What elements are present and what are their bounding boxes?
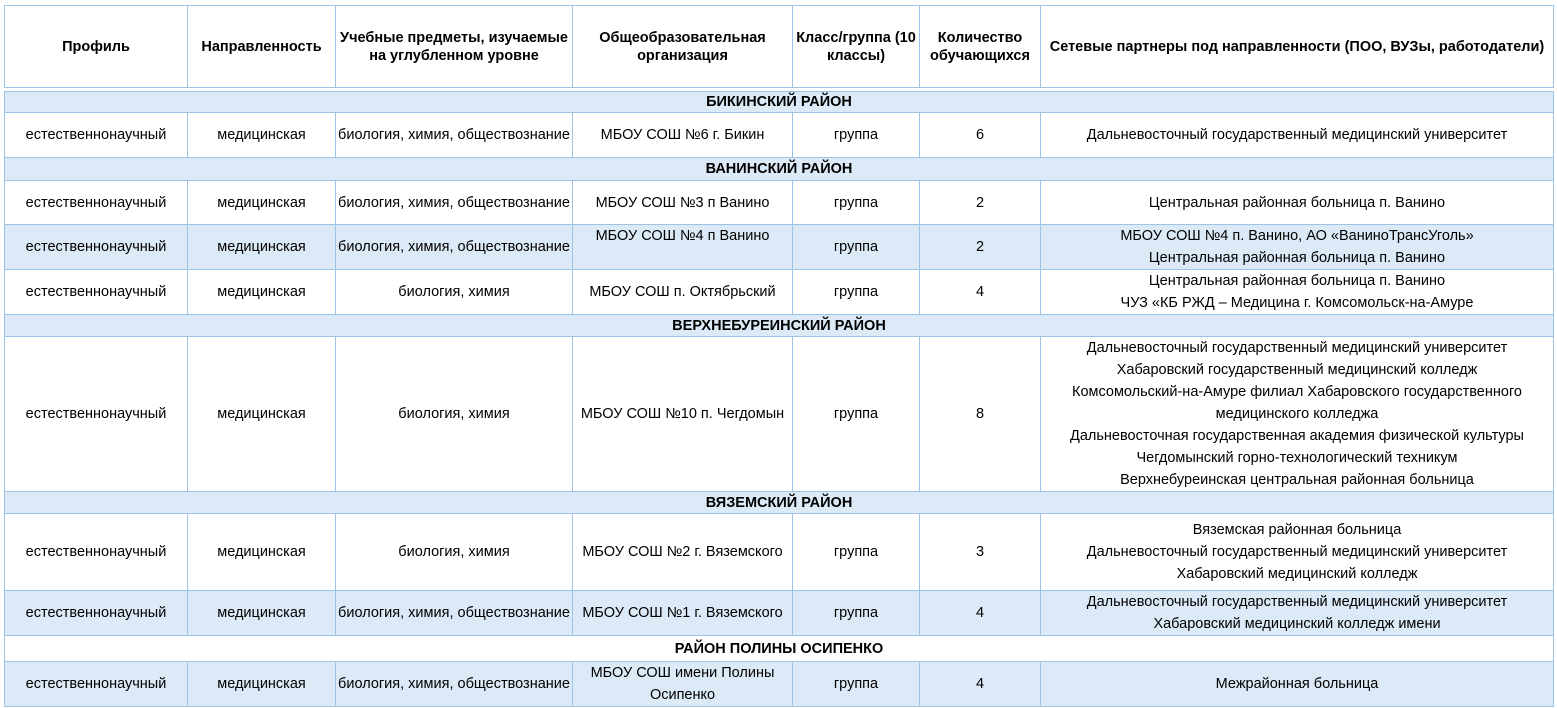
cell-group: группа [793,337,920,492]
cell-count: 8 [920,337,1041,492]
cell-partners [1041,662,1554,707]
cell-subjects: биология, химия, обществознание [336,662,573,707]
cell-partners [1041,270,1554,315]
cell-profile: естественнонаучный [5,591,188,636]
cell-organization: МБОУ СОШ №3 п Ванино [573,181,793,225]
cell-group: группа [793,113,920,158]
district-name: ВЯЗЕМСКИЙ РАЙОН [5,492,1554,514]
cell-organization: МБОУ СОШ №4 п Ванино [573,225,793,270]
partner-line: Вяземская районная больница [1192,522,1402,538]
partner-line: медицинского колледжа [1215,406,1379,422]
cell-subjects: биология, химия, обществознание [336,591,573,636]
table-row [5,662,1554,707]
partner-line: Хабаровский медицинский колледж [1176,566,1418,582]
header-class-group: Класс/группа (10 классы) [793,6,920,88]
cell-direction: медицинская [188,591,336,636]
cell-organization: МБОУ СОШ №6 г. Бикин [573,113,793,158]
cell-subjects: биология, химия [336,337,573,492]
district-row-osipenko [5,636,1554,662]
cell-count: 2 [920,225,1041,270]
cell-direction: медицинская [188,225,336,270]
partner-line: Дальневосточная государственная академия физической культуры [1070,428,1524,444]
district-name: ВАНИНСКИЙ РАЙОН [5,158,1554,181]
district-row-verkhnebureinsky [5,315,1554,337]
district-name: ВЕРХНЕБУРЕИНСКИЙ РАЙОН [5,315,1554,337]
partner-line: Хабаровский государственный медицинский колледж [1116,362,1478,378]
cell-partners [1041,225,1554,270]
partner-line: Дальневосточный государственный медицинский университет [1086,340,1508,356]
cell-profile: естественнонаучный [5,270,188,315]
district-name: БИКИНСКИЙ РАЙОН [5,92,1554,113]
cell-direction: медицинская [188,337,336,492]
cell-organization: МБОУ СОШ №1 г. Вяземского [573,591,793,636]
header-students: Количество обучающихся [920,6,1041,88]
cell-group: группа [793,514,920,591]
cell-count: 4 [920,662,1041,707]
cell-subjects: биология, химия, обществознание [336,113,573,158]
header-organization: Общеобразовательная организация [573,6,793,88]
cell-profile: естественнонаучный [5,337,188,492]
district-row-bikin [5,92,1554,113]
partner-line: ЧУЗ «КБ РЖД – Медицина г. Комсомольск-на-Амуре [1120,295,1474,311]
cell-group: группа [793,181,920,225]
cell-direction: медицинская [188,270,336,315]
cell-direction: медицинская [188,113,336,158]
cell-count: 4 [920,270,1041,315]
cell-profile: естественнонаучный [5,514,188,591]
cell-partners [1041,514,1554,591]
partner-line: МБОУ СОШ №4 п. Ванино, АО «ВаниноТрансУголь» [1120,228,1474,244]
cell-profile: естественнонаучный [5,113,188,158]
partner-line: Центральная районная больница п. Ванино [1148,194,1446,211]
header-row [5,6,1554,88]
table-row [5,225,1554,270]
cell-partners [1041,591,1554,636]
table-row [5,514,1554,591]
cell-subjects: биология, химия [336,514,573,591]
cell-count: 3 [920,514,1041,591]
cell-direction: медицинская [188,662,336,707]
partner-line: Центральная районная больница п. Ванино [1148,250,1446,266]
table-row [5,270,1554,315]
partner-line: Центральная районная больница п. Ванино [1148,273,1446,289]
header-profile: Профиль [5,6,188,88]
cell-organization: МБОУ СОШ №2 г. Вяземского [573,514,793,591]
table-row [5,113,1554,158]
cell-partners [1041,181,1554,225]
cell-group: группа [793,225,920,270]
cell-subjects: биология, химия, обществознание [336,181,573,225]
cell-count: 2 [920,181,1041,225]
partner-line: Дальневосточный государственный медицинский университет [1086,544,1508,560]
districts-table [4,5,1554,707]
district-row-vanino [5,158,1554,181]
district-row-vyazemsky [5,492,1554,514]
header-subjects: Учебные предметы, изучаемые на углубленном уровне [336,6,573,88]
partner-line: Хабаровский медицинский колледж имени [1153,616,1441,632]
header-direction: Направленность [188,6,336,88]
cell-organization: МБОУ СОШ имени Полины Осипенко [573,662,793,707]
district-name: РАЙОН ПОЛИНЫ ОСИПЕНКО [5,636,1554,662]
partner-line: Дальневосточный государственный медицинский университет [1086,127,1508,143]
cell-count: 6 [920,113,1041,158]
cell-profile: естественнонаучный [5,181,188,225]
cell-subjects: биология, химия [336,270,573,315]
cell-direction: медицинская [188,514,336,591]
partner-line: Дальневосточный государственный медицинский университет [1086,594,1508,610]
partner-line: Чегдомынский горно-технологический техникум [1136,450,1458,466]
cell-group: группа [793,591,920,636]
cell-partners [1041,113,1554,158]
partner-line: Комсомольский-на-Амуре филиал Хабаровского государственного [1072,384,1522,400]
table-row [5,337,1554,492]
cell-profile: естественнонаучный [5,662,188,707]
cell-group: группа [793,662,920,707]
table-row [5,591,1554,636]
cell-partners [1041,337,1554,492]
cell-count: 4 [920,591,1041,636]
cell-organization: МБОУ СОШ №10 п. Чегдомын [573,337,793,492]
header-partners: Сетевые партнеры под направленности (ПОО, ВУЗы, работодатели) [1041,6,1554,88]
partner-line: Межрайонная больница [1215,676,1379,692]
cell-subjects: биология, химия, обществознание [336,225,573,270]
cell-profile: естественнонаучный [5,225,188,270]
cell-direction: медицинская [188,181,336,225]
cell-organization: МБОУ СОШ п. Октябрьский [573,270,793,315]
partner-line: Верхнебуреинская центральная районная больница [1120,472,1474,488]
table-row [5,181,1554,225]
cell-group: группа [793,270,920,315]
